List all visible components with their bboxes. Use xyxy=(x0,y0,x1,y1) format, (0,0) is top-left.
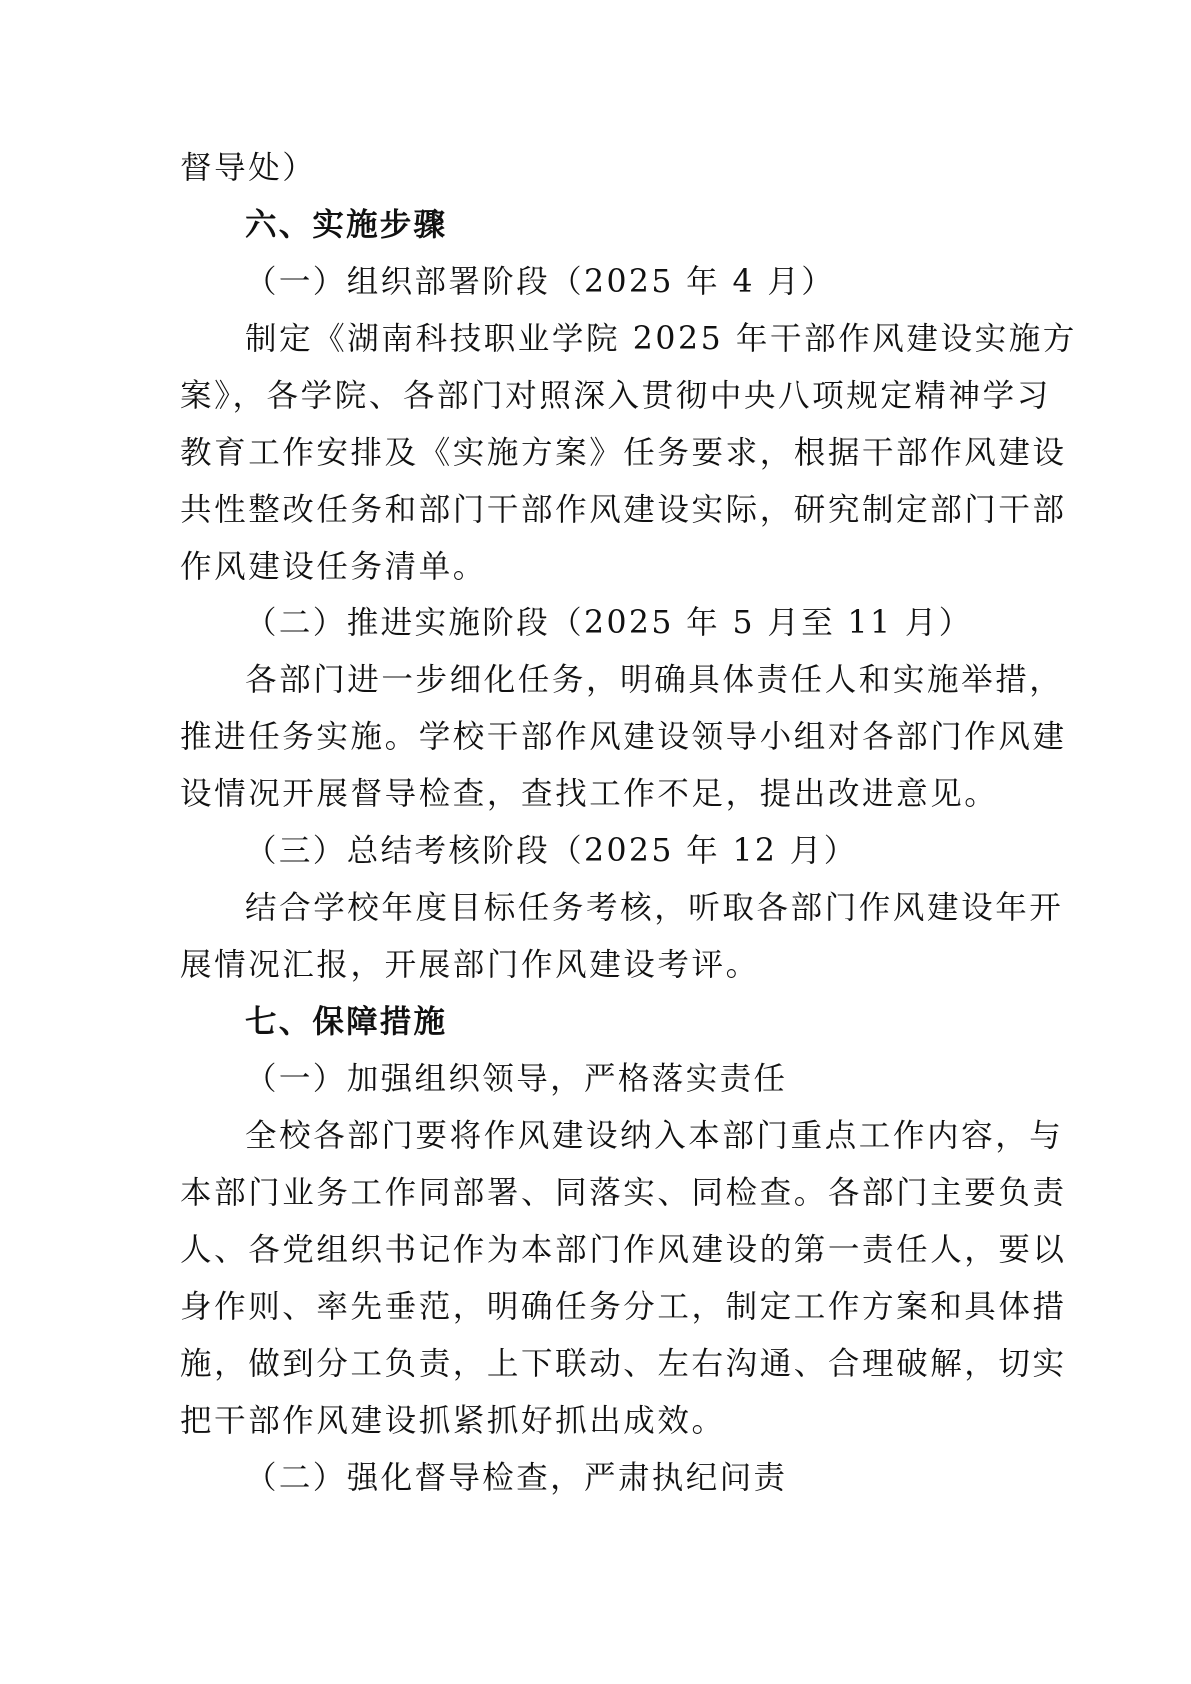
paragraph-line: 各部门进一步细化任务，明确具体责任人和实施举措， xyxy=(245,662,1064,698)
paragraph-line: 推进任务实施。学校干部作风建设领导小组对各部门作风建 xyxy=(180,719,1067,755)
paragraph-line: 教育工作安排及《实施方案》任务要求，根据干部作风建设 xyxy=(180,435,1067,471)
paragraph-line: 展情况汇报，开展部门作风建设考评。 xyxy=(180,947,760,983)
subsection-heading: （三）总结考核阶段（2025 年 12 月） xyxy=(245,833,858,869)
subsection-heading: （二）推进实施阶段（2025 年 5 月至 11 月） xyxy=(245,605,973,641)
subsection-heading: （一）加强组织领导，严格落实责任 xyxy=(245,1061,788,1097)
paragraph-line: 设情况开展督导检查，查找工作不足，提出改进意见。 xyxy=(180,776,999,812)
paragraph-line: 案》，各学院、各部门对照深入贯彻中央八项规定精神学习 xyxy=(180,378,1051,414)
paragraph-line: 结合学校年度目标任务考核，听取各部门作风建设年开 xyxy=(245,890,1064,926)
section-heading: 七、保障措施 xyxy=(245,1004,448,1040)
subsection-heading: （二）强化督导检查，严肃执纪问责 xyxy=(245,1460,788,1496)
paragraph-line: 作风建设任务清单。 xyxy=(180,549,487,585)
paragraph-line: 施，做到分工负责，上下联动、左右沟通、合理破解，切实 xyxy=(180,1346,1067,1382)
paragraph-line: 督导处） xyxy=(180,150,317,186)
paragraph-line: 制定《湖南科技职业学院 2025 年干部作风建设实施方 xyxy=(245,321,1077,357)
paragraph-line: 全校各部门要将作风建设纳入本部门重点工作内容，与 xyxy=(245,1118,1064,1154)
paragraph-line: 本部门业务工作同部署、同落实、同检查。各部门主要负责 xyxy=(180,1175,1067,1211)
paragraph-line: 把干部作风建设抓紧抓好抓出成效。 xyxy=(180,1403,726,1439)
paragraph-line: 人、各党组织书记作为本部门作风建设的第一责任人，要以 xyxy=(180,1232,1067,1268)
section-heading: 六、实施步骤 xyxy=(245,207,448,243)
paragraph-line: 身作则、率先垂范，明确任务分工，制定工作方案和具体措 xyxy=(180,1289,1067,1325)
subsection-heading: （一）组织部署阶段（2025 年 4 月） xyxy=(245,264,836,300)
paragraph-line: 共性整改任务和部门干部作风建设实际，研究制定部门干部 xyxy=(180,492,1067,528)
